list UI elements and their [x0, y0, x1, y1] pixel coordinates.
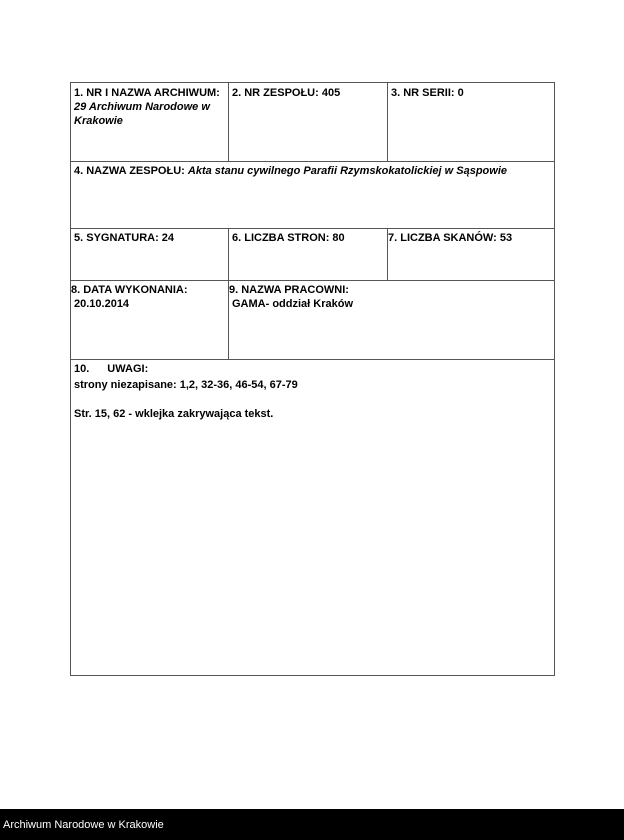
- remarks-line-blank-pages: strony niezapisane: 1,2, 32-36, 46-54, 67-79: [74, 379, 298, 391]
- col-divider: [228, 228, 229, 280]
- metadata-form: [70, 82, 555, 676]
- field-workshop-value: GAMA- oddział Kraków: [232, 298, 354, 310]
- field-signature: 5. SYGNATURA: 24: [74, 232, 175, 244]
- field-page-count: 6. LICZBA STRON: 80: [232, 232, 345, 244]
- field-series-number: 3. NR SERII: 0: [391, 87, 464, 99]
- row-divider: [71, 280, 554, 281]
- field-fonds-name-value: Akta stanu cywilnego Parafii Rzymskokatolickiej w Sąspowie: [187, 165, 508, 177]
- field-remarks-title: UWAGI:: [107, 363, 149, 375]
- field-remarks: [74, 362, 552, 421]
- field-workshop: [229, 283, 353, 311]
- row-divider: [71, 161, 554, 162]
- row-divider: [71, 228, 554, 229]
- field-archive-value-cont: Krakowie: [74, 115, 123, 127]
- footer-bar: [0, 809, 624, 840]
- col-divider: [387, 83, 388, 161]
- field-fonds-name-label: 4. NAZWA ZESPOŁU:: [74, 165, 185, 177]
- field-archive-label: 1. NR I NAZWA ARCHIWUM:: [74, 87, 220, 99]
- field-fonds-name: [74, 164, 552, 178]
- field-archive: [74, 86, 226, 128]
- field-scan-count: 7. LICZBA SKANÓW: 53: [388, 232, 513, 244]
- row-divider: [71, 359, 554, 360]
- footer-text: Archiwum Narodowe w Krakowie: [3, 819, 164, 831]
- field-fonds-number: 2. NR ZESPOŁU: 405: [232, 87, 341, 99]
- field-remarks-number: 10.: [74, 363, 90, 375]
- field-date-value: 20.10.2014: [74, 298, 130, 310]
- col-divider: [228, 83, 229, 161]
- field-workshop-label: 9. NAZWA PRACOWNI:: [229, 284, 349, 296]
- field-remarks-label: [74, 362, 552, 376]
- field-date: [71, 283, 188, 311]
- field-date-label: 8. DATA WYKONANIA:: [71, 284, 188, 296]
- field-archive-value: 29 Archiwum Narodowe w: [74, 101, 210, 113]
- remarks-line-insert: Str. 15, 62 - wklejka zakrywająca tekst.: [74, 408, 274, 420]
